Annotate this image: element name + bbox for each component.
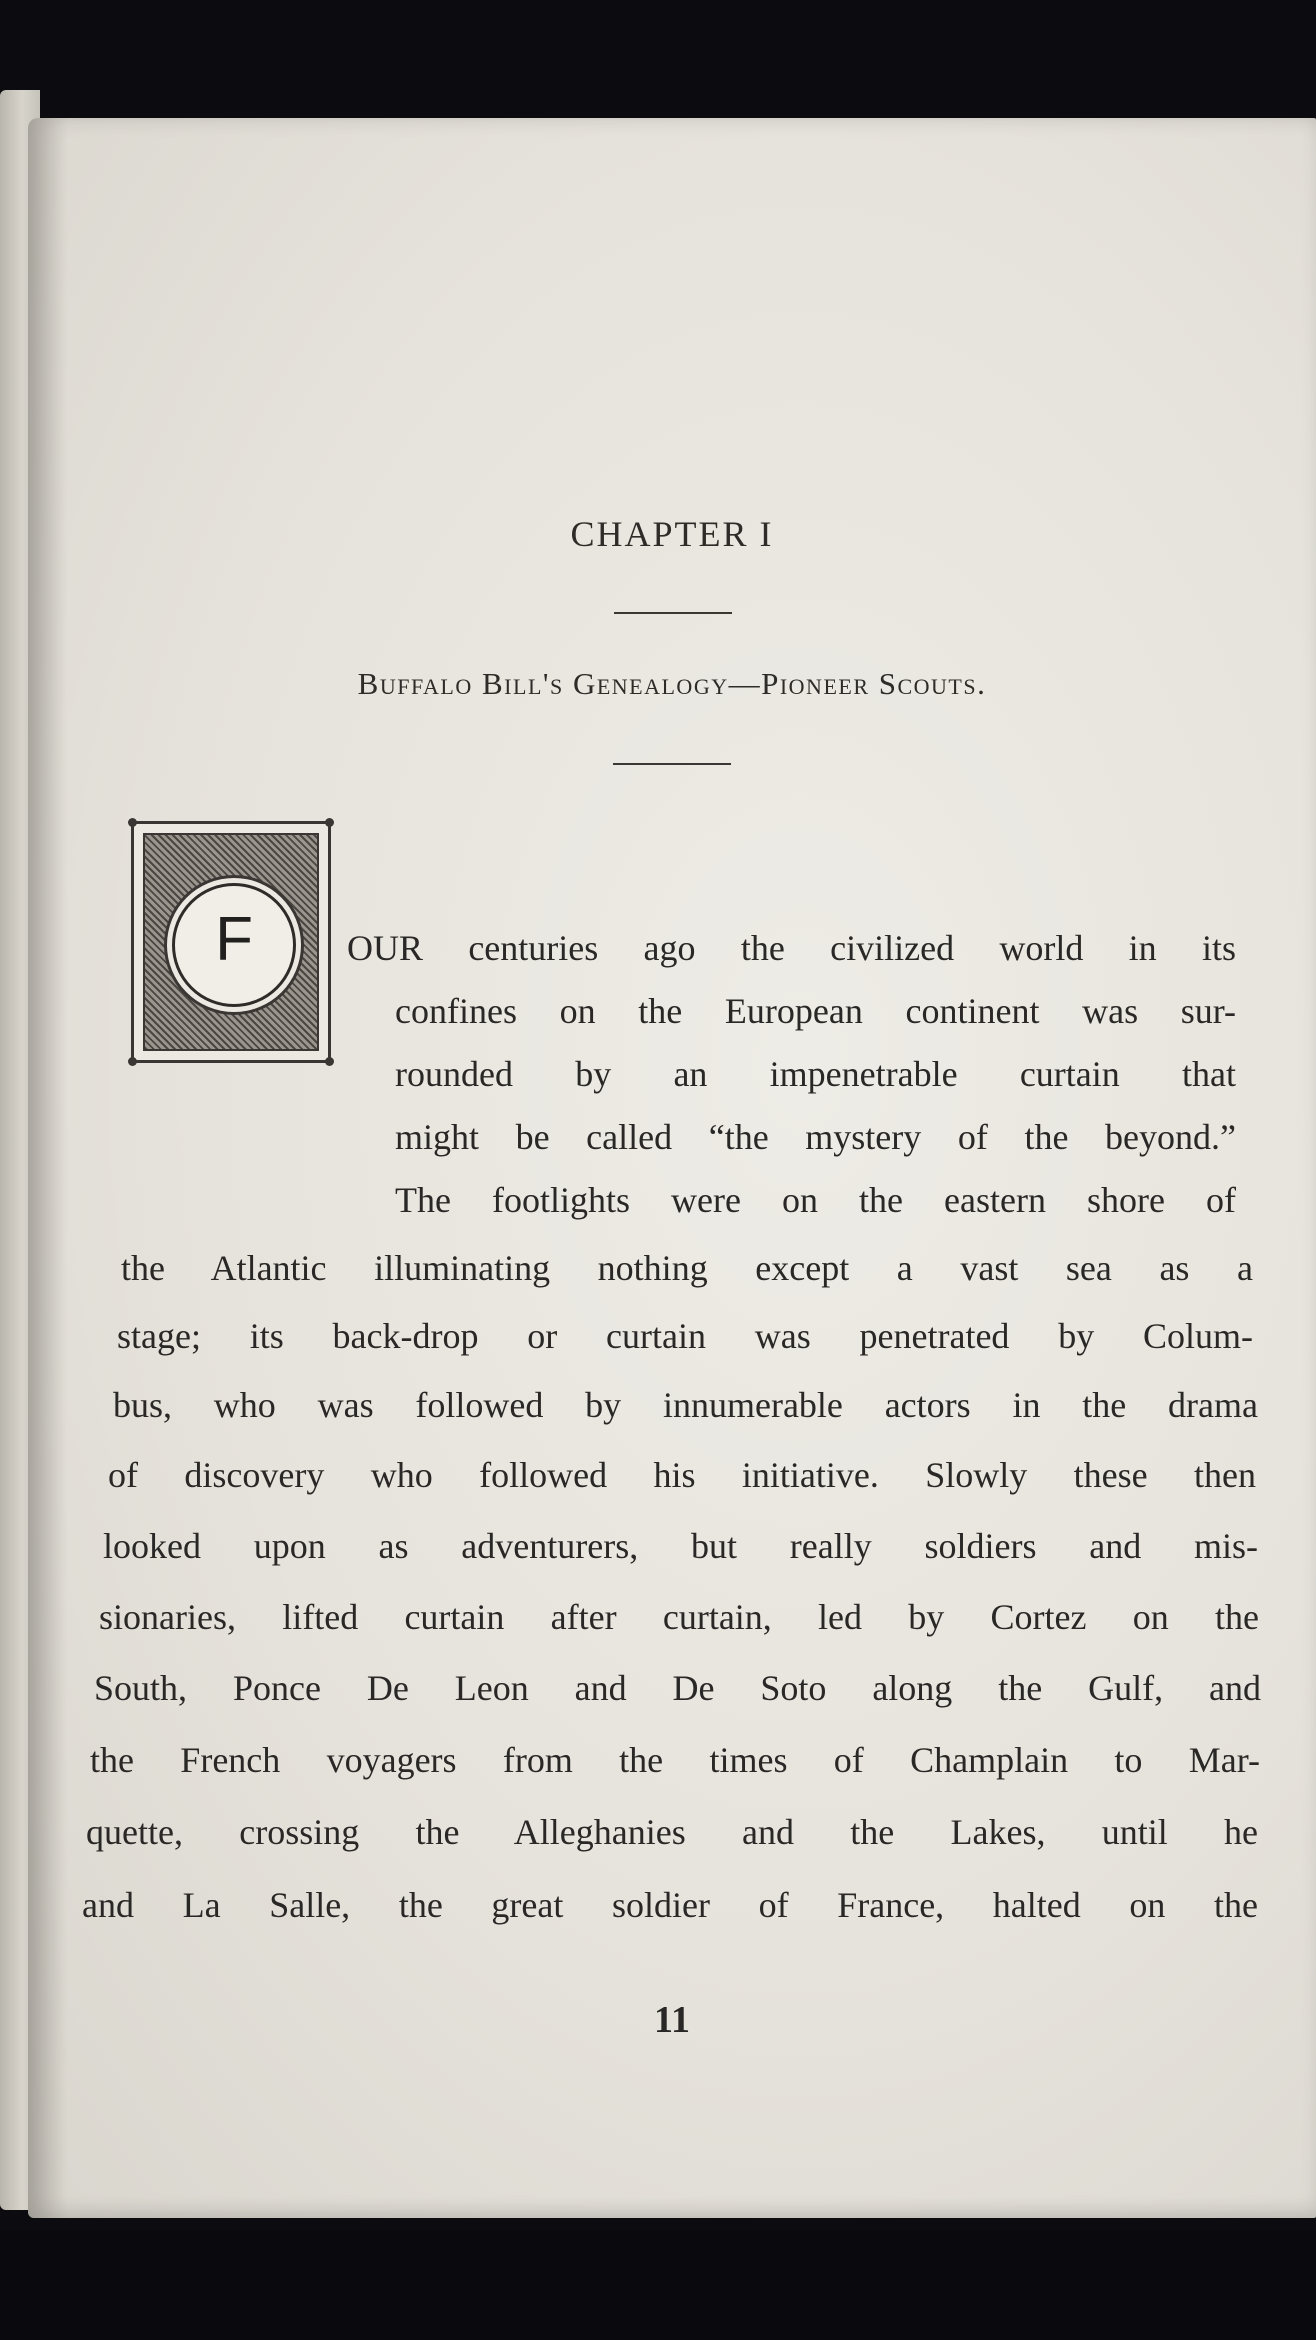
text-line: looked upon as adventurers, but really soldiers and mis- (103, 1526, 1258, 1566)
title-rule (614, 612, 732, 614)
text-line: rounded by an impenetrable curtain that (395, 1054, 1236, 1094)
book-page (28, 118, 1316, 2218)
text-line: OUR centuries ago the civilized world in its (347, 928, 1236, 968)
text-line: the French voyagers from the times of Champlain to Mar- (90, 1740, 1260, 1780)
text-line: might be called “the mystery of the beyond.” (395, 1117, 1236, 1157)
text-line: The footlights were on the eastern shore of (395, 1180, 1236, 1220)
drop-cap-letter: F (215, 905, 253, 974)
page-number: 11 (654, 1999, 690, 2041)
drop-cap-ornament-pattern (143, 833, 319, 1051)
chapter-subtitle: Buffalo Bill's Genealogy—Pioneer Scouts. (357, 666, 987, 701)
page-gutter-shadow (28, 118, 68, 2218)
subtitle-rule (613, 763, 731, 765)
text-line: and La Salle, the great soldier of France, halted on the (82, 1885, 1258, 1925)
text-line: quette, crossing the Alleghanies and the Lakes, until he (86, 1812, 1258, 1852)
dark-background (0, 2230, 1316, 2340)
text-line: South, Ponce De Leon and De Soto along the Gulf, and (94, 1668, 1261, 1708)
text-line: confines on the European continent was sur- (395, 991, 1236, 1031)
drop-cap-medallion (172, 883, 296, 1007)
text-line: sionaries, lifted curtain after curtain, led by Cortez on the (99, 1597, 1259, 1637)
text-line: the Atlantic illuminating nothing except a vast sea as a (121, 1248, 1253, 1288)
text-line: bus, who was followed by innumerable actors in the drama (113, 1385, 1258, 1425)
chapter-title: CHAPTER I (570, 514, 774, 554)
text-line: stage; its back-drop or curtain was penetrated by Colum- (117, 1316, 1253, 1356)
ornamental-drop-cap (131, 821, 331, 1063)
text-line: of discovery who followed his initiative. Slowly these then (108, 1455, 1256, 1495)
